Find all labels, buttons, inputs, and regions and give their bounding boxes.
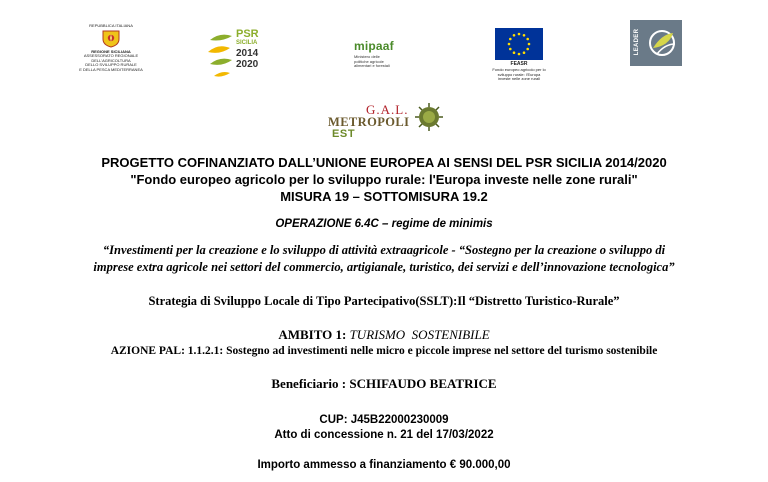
- feasr-logo: [488, 28, 550, 84]
- gal-name: METROPOLI: [328, 115, 410, 129]
- heading-line-2: "Fondo europeo agricolo per lo sviluppo rurale: l'Europa investe nelle zone rurali": [130, 172, 638, 187]
- gal-globe-icon: [414, 102, 444, 132]
- leader-emblem-icon: [645, 24, 679, 62]
- heading-line-1: PROGETTO COFINANZIATO DALL’UNIONE EUROPEA AI SENSI DEL PSR SICILIA 2014/2020: [101, 155, 667, 170]
- region-line-4: DELLO SVILUPPO RURALE: [85, 62, 137, 68]
- feasr-line-2: sviluppo rurale: l'Europa: [497, 71, 541, 77]
- strategy-line: Strategia di Sviluppo Locale di Tipo Partecipativo(SSLT):Il “Distretto Turistico-Rurale”: [148, 294, 620, 308]
- region-line-2: ASSESSORATO REGIONALE: [83, 53, 139, 59]
- region-line-1: REGIONE SICILIANA: [91, 48, 131, 54]
- psr-leaves-icon: [206, 30, 236, 80]
- psr-sicilia-logo: [206, 28, 268, 84]
- gal-est: EST: [332, 128, 356, 140]
- psr-region: SICILIA: [236, 40, 258, 46]
- eu-flag-icon: [495, 28, 543, 60]
- ambito-value: TURISMO SOSTENIBILE: [349, 327, 490, 342]
- beneficiario-line: Beneficiario : SCHIFAUDO BEATRICE: [271, 376, 497, 391]
- mipaaf-logo: [354, 40, 418, 80]
- description-line-1: “Investimenti per la creazione e lo sviluppo di attività extraagricole - “Sostegno per la creazione o sviluppo di: [102, 243, 666, 257]
- region-coat-of-arms-icon: [100, 30, 122, 48]
- region-logo: [72, 24, 150, 82]
- heading-line-3: MISURA 19 – SOTTOMISURA 19.2: [280, 189, 488, 204]
- feasr-title: FEASR: [510, 61, 528, 67]
- operation-title: OPERAZIONE 6.4C – regime de minimis: [275, 218, 493, 230]
- feasr-line-1: Fondo europeo agricolo per lo: [492, 67, 546, 72]
- feasr-line-3: investe nelle zone rurali: [497, 76, 541, 82]
- importo-ammesso: Importo ammesso a finanziamento € 90.000,00: [257, 459, 511, 471]
- psr-year-end: 2020: [236, 59, 259, 70]
- gal-metropoli-logo: [326, 100, 446, 146]
- region-line-5: E DELLA PESCA MEDITERRANEA: [79, 66, 143, 72]
- region-line-3: DELL'AGRICOLTURA: [91, 57, 131, 63]
- description-line-2: imprese extra agricole nei settori del commercio, artigianale, turistico, dei servizi e dell’innovazione tecnologica”: [93, 260, 675, 274]
- atto-concessione: Atto di concessione n. 21 del 17/03/2022: [274, 429, 494, 441]
- azione-line: AZIONE PAL: 1.1.2.1: Sostegno ad investimenti nelle micro e piccole imprese nel settore del turismo sostenibile: [110, 345, 658, 357]
- leader-logo: [630, 20, 682, 66]
- cup-code: CUP: J45B22000230009: [319, 414, 449, 426]
- gal-title: G.A.L.: [366, 102, 409, 117]
- ambito-line: [0, 327, 768, 343]
- mipaaf-title: mipaaf: [354, 39, 394, 53]
- ambito-label: AMBITO 1:: [278, 327, 347, 342]
- mipaaf-line-1: Ministero delle: [354, 54, 380, 59]
- leader-label: LEADER: [634, 28, 640, 56]
- psr-title: PSR: [236, 28, 259, 40]
- psr-year-start: 2014: [236, 48, 259, 59]
- mipaaf-line-3: alimentari e forestali: [354, 63, 390, 69]
- mipaaf-line-2: politiche agricole: [354, 58, 384, 64]
- region-label-top: REPUBBLICA ITALIANA: [89, 23, 133, 28]
